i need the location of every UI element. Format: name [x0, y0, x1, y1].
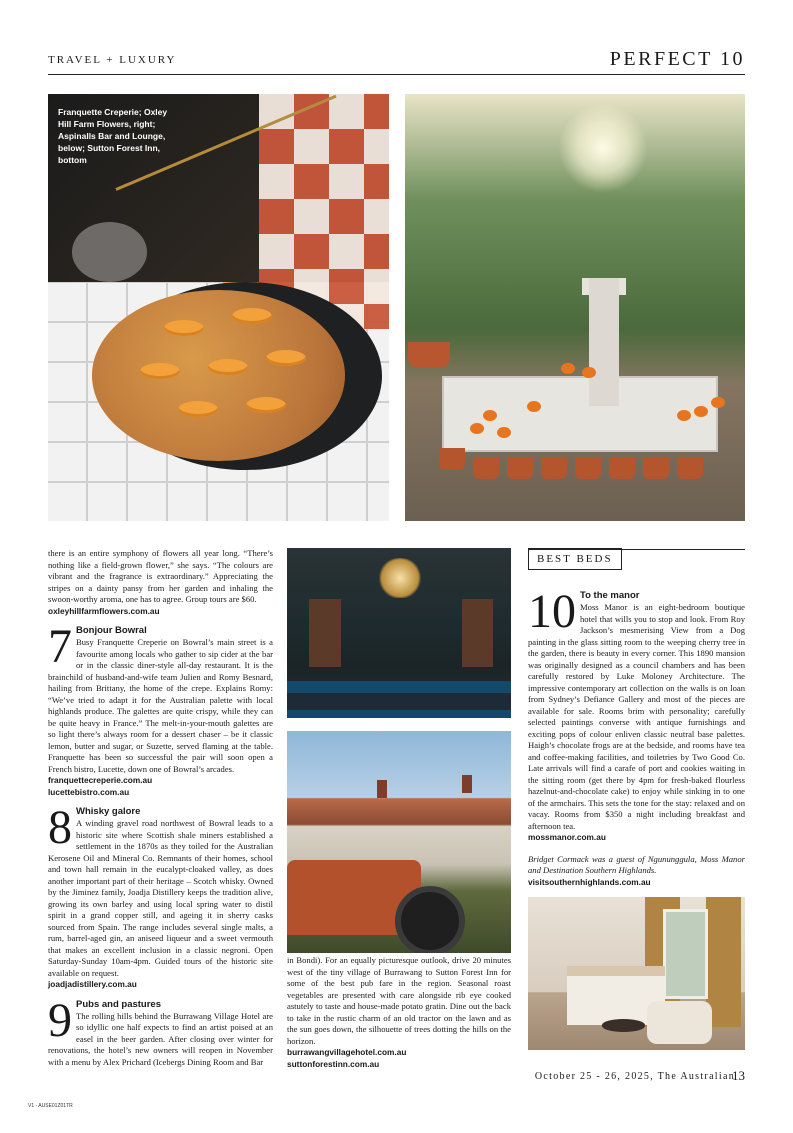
photo-caption: Franquette Creperie; Oxley Hill Farm Flowers, right; Aspinalls Bar and Lounge, below; Sutton Forest Inn, bottom	[58, 107, 168, 165]
franquette-link[interactable]: franquettecreperie.com.au	[48, 775, 153, 785]
section-10	[528, 585, 745, 844]
garden-photo	[405, 94, 745, 521]
section-8	[48, 801, 273, 991]
section-heading: To the manor	[580, 590, 640, 601]
section-body: The rolling hills behind the Burrawang Village Hotel are so idyllic one half expects to find an artist poised at an easel in the beer garden. After closing over winter for renovations, the hotel’s new owners will reopen in November with a menu by Alex Prichard (Icebergs Dining Room and Bar	[48, 1010, 273, 1067]
section-body: Moss Manor is an eight-bedroom boutique hotel that wills you to stop and look. From Roy Jackson’s mesmerising View from a Dog painting in the glass sitting room to the weeping cherry tree in the garden, there is beauty in every corner. This 1890 mansion was originally designed as a council chambers and has been carefully restored by Luke Moloney Architecture. The impressive contemporary art collection on the walls is on loan from Sydney’s Defiance Gallery and most of the pieces are available for sale. Rooms brim with personality; carefully selected paintings converse with antique furnishings and exciting pops of colour enliven classic neutral base palettes. Haigh’s chocolate frogs are at the bedside, and rooms have tea and coffee-making facilities, and toiletries by Two Good Co. Late arrivals will find a carafe of port and cookies waiting in the sitting room (get there by 4pm for fresh-baked flourless hazelnut-and-chocolate cake) to enjoy while sinking in to one of the armchairs. This sets the tone for the stay: relaxed and on vacay. Rooms from $350 a night including breakfast and afternoon tea.	[528, 602, 745, 831]
section-9	[48, 993, 273, 1069]
best-beds-label: BEST BEDS	[528, 548, 622, 570]
visit-southern-highlands-link[interactable]: visitsouthernhighlands.com.au	[528, 876, 651, 887]
intro-paragraph: there is an entire symphony of flowers all year long. “There’s nothing like a field-grown flower,” she says. “The colours are vibrant and the fragrance is extraordinary.” Appreciating the stripes on a dainty pansy from her garden and inhaling the swoon-worthy aroma, one has to agree. Group tours are $60.	[48, 548, 273, 604]
section-body: Busy Franquette Creperie on Bowral’s main street is a favourite among locals who gather to sip cider at the bar or in the classic diner-style all-day restaurant. It is the brainchild of husband-and-wife team Julien and Romy Besnard, hailing from Brittany, the home of the crepe. Explains Romy: “We’ve tried to adapt it for the Australian palette with local highlands produce. The galettes are quite crispy, while they can be quite heavy in France.” The melt-in-your-mouth galettes are so light there’s always room for a dessert chaser – be it classic lemon, butter and sugar, or Suzette, served flaming at the table. Franquette has been so successful the pair will soon open a French bistro, Lucette, down one of Bowral’s arcades.	[48, 637, 273, 774]
print-slug: V1 - AUSE01Z01TR	[28, 1103, 73, 1109]
joadja-link[interactable]: joadjadistillery.com.au	[48, 979, 137, 989]
oxley-hill-link[interactable]: oxleyhillfarmflowers.com.au	[48, 605, 160, 616]
column-2	[287, 955, 511, 1070]
bedroom-photo	[528, 897, 745, 1050]
section-heading: Pubs and pastures	[76, 998, 161, 1010]
column-1	[48, 548, 273, 1068]
section-number: 8	[48, 801, 72, 854]
section-heading: Whisky galore	[76, 806, 141, 817]
page-title: PERFECT 10	[609, 48, 745, 70]
sutton-forest-link[interactable]: suttonforestinn.com.au	[287, 1058, 380, 1069]
column-3	[528, 585, 745, 888]
lucette-link[interactable]: lucettebistro.com.au	[48, 786, 130, 797]
section-number: 7	[48, 620, 72, 673]
section-heading: Bonjour Bowral	[76, 625, 147, 636]
section-body-continued: in Bondi). For an equally picturesque outlook, drive 20 minutes west of the tiny village of Burrawang to Sutton Forest Inn for some of the best pub fare in the region. Seasonal roast vegetables are presented with care alongside rib eye cooked astutely to taste and house-made potato gratin. Dine out the back to take in the rustic charm of an old tractor on the lawn and as the sun goes down, the silhouette of trees dotting the hills on the horizon.	[287, 955, 511, 1046]
header-rule	[48, 74, 745, 75]
footer-date: October 25 - 26, 2025, The Australian	[534, 1071, 735, 1082]
author-credit: Bridget Cormack was a guest of Ngununggula, Moss Manor and Destination Southern Highlands.	[528, 853, 745, 875]
section-label: TRAVEL + LUXURY	[48, 54, 177, 66]
pub-photo	[287, 731, 511, 953]
moss-manor-link[interactable]: mossmanor.com.au	[528, 832, 606, 842]
bar-photo	[287, 548, 511, 718]
page-number: 13	[732, 1068, 745, 1083]
section-number: 9	[48, 993, 72, 1047]
section-body: A winding gravel road northwest of Bowral leads to a historic site where Scottish shale miners established a settlement in the 1870s as they toiled for the Australian Kerosene Oil and Mineral Co. Remnants of their homes, school and town hall remain in the eucalypt-cloaked valley, as does another important part of their heritage – Scotch whisky. Owned by the Jiminez family, Joadja Distillery keeps the tradition alive, growing its own barley and using local spring water to distil spirit in a grand copper still, and ageing it in sherry casks sourced from Spain. The range includes several single malts, a rum, barrel-aged gin, an aniseed liqueur and a sweet vermouth that makes an excellent inclusion in a classic negroni. Open Saturday-Sunday 10am-4pm. Guided tours of the historic site available on request.	[48, 818, 273, 978]
section-number: 10	[528, 585, 576, 638]
burrawang-link[interactable]: burrawangvillagehotel.com.au	[287, 1047, 407, 1057]
section-7	[48, 620, 273, 798]
